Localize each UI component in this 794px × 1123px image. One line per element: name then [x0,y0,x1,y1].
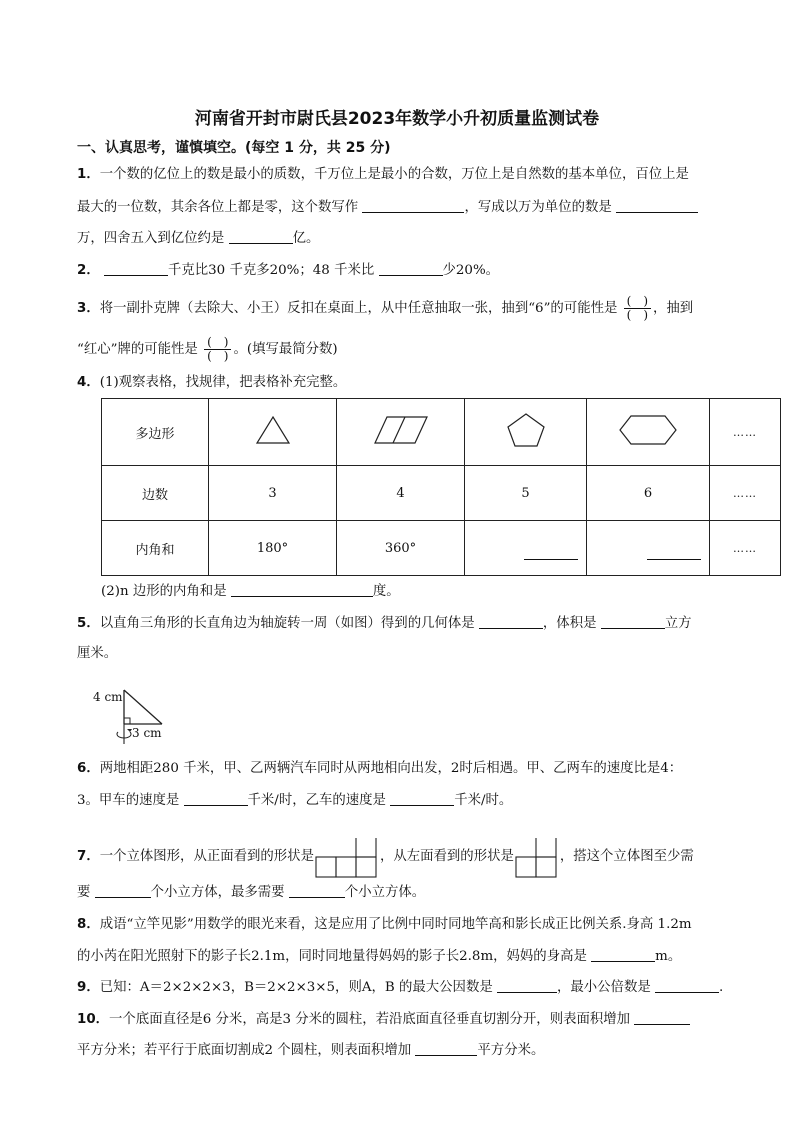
q10-answer-blank[interactable] [415,1041,477,1056]
section-heading: 一、认真思考，谨慎填空。(每空 1 分，共 25 分) [77,140,391,156]
q1-text: 万，四舍五入到亿位约是 [77,231,225,246]
q6-text: 千米/时，乙车的速度是 [247,793,386,808]
q7-answer-blank[interactable] [95,883,151,898]
q1-text: 一个数的亿位上的数是最小的质数，千万位上是最小的合数，万位上是自然数的基本单位，百位上是 [99,167,689,182]
angle-value: 180° [209,521,337,576]
continuation-cell [710,399,781,466]
angle-value: 360° [337,521,465,576]
q7-text: 一个立体图形，从正面看到的形状是 [99,849,314,864]
q3-number: 3． [77,301,100,316]
q9-number: 9． [77,980,100,995]
q8-number: 8． [77,917,100,932]
q7-text: 要 [77,885,91,900]
q3-text: 。(填写最简分数) [233,342,338,357]
q6-text: 千米/时。 [454,793,513,808]
q6-number: 6． [77,761,100,776]
row-header-polygon: 多边形 [102,399,209,466]
q4-answer-blank[interactable] [231,582,373,597]
q2-text: 少20%。 [442,263,500,278]
q7-text: ，从左面看到的形状是 [379,849,514,864]
front-view-figure [315,838,379,878]
q8-line1 [77,916,692,934]
q10-text: 平方分米。 [477,1043,545,1058]
q6-text: 两地相距280 千米，甲、乙两辆汽车同时从两地相向出发，2时后相遇。甲、乙两车的速度比是4： [99,761,683,776]
sides-value: 4 [337,466,465,521]
q7-text: ，搭这个立体图至少需 [559,849,694,864]
angle-answer-blank[interactable] [647,547,701,560]
q1-number: 1． [77,167,100,182]
q8-line2 [77,947,681,966]
q3-text: “红心”牌的可能性是 [77,342,198,357]
pentagon-shape [465,399,587,466]
q2-number: 2． [77,263,100,278]
q3-line2 [77,336,338,363]
q9-text: . [719,980,724,995]
q4-number: 4． [77,375,100,390]
ellipsis: …… [733,486,757,500]
q1-text: 亿。 [292,231,320,246]
q3-fraction-blank[interactable] [204,336,231,363]
row-header-sides: 边数 [102,466,209,521]
left-view-figure [515,838,559,878]
q3-text: 将一副扑克牌（去除大、小王）反扣在桌面上，从中任意抽取一张，抽到“6”的可能性是 [99,301,618,316]
q3-text: ，抽到 [653,301,694,316]
q9-text: ，最小公倍数是 [557,980,651,995]
q2-text: 千克比30 千克多20%；48 千米比 [167,263,375,278]
q1-answer-blank[interactable] [362,198,464,213]
q8-answer-blank[interactable] [591,947,655,962]
q1-text: 最大的一位数，其余各位上都是零，这个数写作 [77,200,359,215]
q7-text: 个小立方体，最多需要 [150,885,285,900]
q9-text: 已知：A＝2×2×2×3，B＝2×2×3×5，则A，B 的最大公因数是 [99,980,493,995]
q5-answer-blank[interactable] [601,614,665,629]
q6-answer-blank[interactable] [390,791,454,806]
fraction-denominator: ( ) [207,349,229,363]
q6-line1 [77,760,682,778]
q1-line2 [77,198,698,217]
sides-value: 6 [587,466,710,521]
q10-number: 10． [77,1012,110,1027]
angle-answer-blank[interactable] [524,547,578,560]
continuation-cell [710,466,781,521]
quadrilateral-shape [337,399,465,466]
q4-text: 度。 [372,584,400,599]
q4-text: (1)观察表格，找规律，把表格补充完整。 [99,375,347,390]
q7-text: 个小立方体。 [344,885,426,900]
q1-line1 [77,166,689,184]
q2-answer-blank[interactable] [104,261,168,276]
q9-line [77,978,723,997]
q7-answer-blank[interactable] [289,883,345,898]
q4-text: (2)n 边形的内角和是 [101,584,227,599]
right-triangle-figure [90,684,180,748]
page-title: 河南省开封市尉氏县2023年数学小升初质量监测试卷 [194,109,600,129]
q1-answer-blank[interactable] [229,229,293,244]
angle-blank-cell[interactable] [465,521,587,576]
q5-answer-blank[interactable] [479,614,543,629]
fraction-numerator: ( ) [624,295,651,309]
q6-line2 [77,791,512,810]
q4-part2 [101,582,400,601]
sides-value: 3 [209,466,337,521]
ellipsis: …… [733,425,757,439]
q3-line1 [77,295,693,322]
q5-line1 [77,614,692,633]
hexagon-shape [587,399,710,466]
base-label: 3 cm [132,726,162,740]
q2-line [77,261,499,280]
q5-text: 以直角三角形的长直角边为轴旋转一周（如图）得到的几何体是 [99,616,475,631]
q10-line1 [77,1010,690,1029]
q7-line2 [77,883,425,902]
q1-text: ，写成以万为单位的数是 [464,200,612,215]
q4-intro [77,374,346,392]
q2-answer-blank[interactable] [379,261,443,276]
q8-text: m。 [655,949,682,964]
height-label: 4 cm [93,690,123,704]
q5-text: 立方 [664,616,692,631]
q10-answer-blank[interactable] [634,1010,690,1025]
angle-blank-cell[interactable] [587,521,710,576]
fraction-numerator: ( ) [204,336,231,350]
triangle-shape [209,399,337,466]
sides-value: 5 [465,466,587,521]
q10-text: 平方分米；若平行于底面切割成2 个圆柱，则表面积增加 [77,1043,412,1058]
ellipsis: …… [733,541,757,555]
q5-text: ，体积是 [542,616,597,631]
q3-fraction-blank[interactable] [624,295,651,322]
q9-answer-blank[interactable] [497,978,557,993]
fraction-denominator: ( ) [626,308,649,322]
q7-number: 7． [77,849,100,864]
q10-text: 一个底面直径是6 分米，高是3 分米的圆柱，若沿底面直径垂直切割分开，则表面积增加 [109,1012,631,1027]
row-header-angles: 内角和 [102,521,209,576]
q5-line2: 厘米。 [77,646,118,661]
q10-line2 [77,1041,544,1060]
q5-number: 5． [77,616,100,631]
q6-text: 3。甲车的速度是 [77,793,180,808]
polygon-table [101,398,781,576]
continuation-cell [710,521,781,576]
q1-answer-blank[interactable] [616,198,698,213]
q1-line3 [77,229,319,248]
q9-answer-blank[interactable] [655,978,719,993]
q8-text: 成语“立竿见影”用数学的眼光来看，这是应用了比例中同时同地竿高和影长成正比例关系.身高 1.2m [99,917,692,932]
q7-line1 [77,838,694,878]
q8-text: 的小芮在阳光照射下的影子长2.1m，同时同地量得妈妈的影子长2.8m，妈妈的身高是 [77,949,587,964]
q6-answer-blank[interactable] [184,791,248,806]
